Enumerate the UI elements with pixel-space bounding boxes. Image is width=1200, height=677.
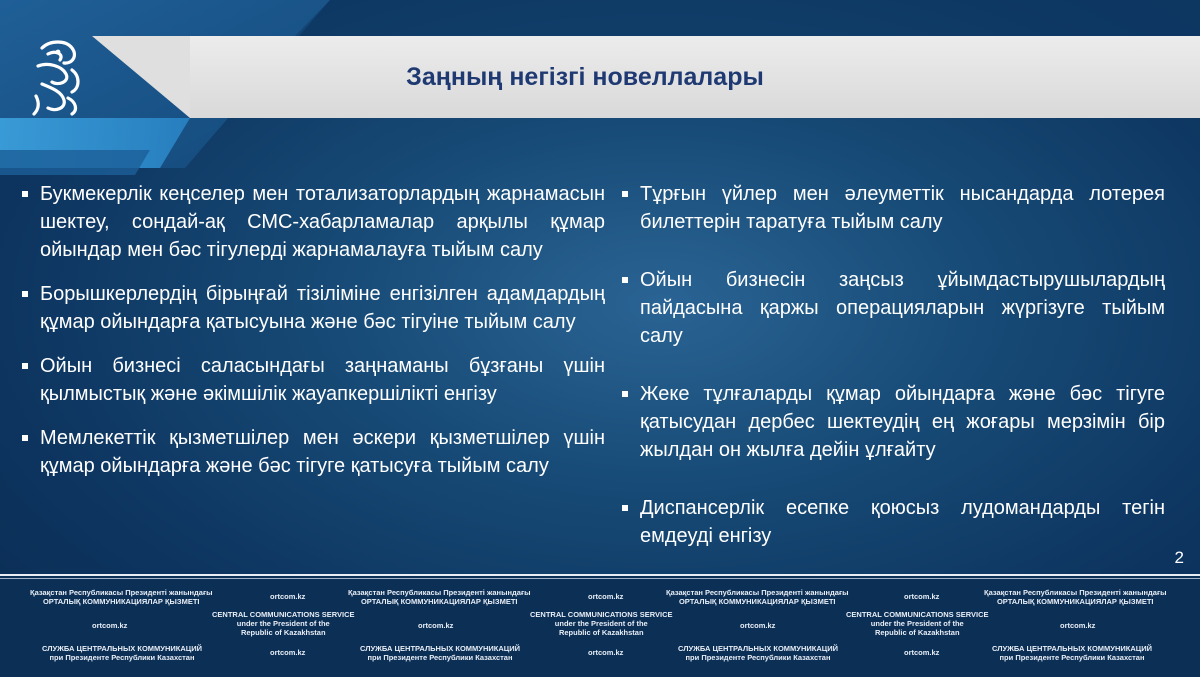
footer-site: ortcom.kz: [588, 592, 624, 601]
list-item: Ойын бизнесі саласындағы заңнаманы бұзғаны үшін қылмыстық және әкімшілік жауапкершілікті енгізу: [20, 352, 605, 408]
footer-ru-name: СЛУЖБА ЦЕНТРАЛЬНЫХ КОММУНИКАЦИЙ при Президенте Республики Казахстан: [992, 644, 1153, 662]
slide-title: Заңның негізгі новеллалары: [406, 62, 764, 91]
footer-site: ortcom.kz: [418, 621, 454, 630]
snow-leopard-emblem-icon: [28, 36, 86, 118]
footer-site: ortcom.kz: [904, 592, 940, 601]
footer-site: ortcom.kz: [92, 621, 128, 630]
footer-kz-name: Қазақстан Республикасы Президенті жанындағы ОРТАЛЫҚ КОММУНИКАЦИЯЛАР ҚЫЗМЕТІ: [30, 588, 213, 606]
footer-kz-name: Қазақстан Республикасы Президенті жанындағы ОРТАЛЫҚ КОММУНИКАЦИЯЛАР ҚЫЗМЕТІ: [666, 588, 849, 606]
footer-kz-name: Қазақстан Республикасы Президенті жанындағы ОРТАЛЫҚ КОММУНИКАЦИЯЛАР ҚЫЗМЕТІ: [348, 588, 531, 606]
footer-divider: [0, 578, 1200, 579]
list-item: Борышкерлердің бірыңғай тізіліміне енгізілген адамдардың құмар ойындарға қатысуына және бәс тігуіне тыйым салу: [20, 280, 605, 336]
footer-site: ortcom.kz: [270, 648, 306, 657]
footer-ru-name: СЛУЖБА ЦЕНТРАЛЬНЫХ КОММУНИКАЦИЙ при Президенте Республики Казахстан: [42, 644, 203, 662]
footer-ru-name: СЛУЖБА ЦЕНТРАЛЬНЫХ КОММУНИКАЦИЙ при Президенте Республики Казахстан: [360, 644, 521, 662]
list-item: Жеке тұлғаларды құмар ойындарға және бәс тігуге қатысудан дербес шектеудің ең жоғары мерзімін бір жылдан он жылға дейін ұлғайту: [620, 380, 1165, 464]
list-item: Диспансерлік есепке қоюсыз лудомандарды тегін емдеуді енгізу: [620, 494, 1165, 550]
footer-site: ortcom.kz: [1060, 621, 1096, 630]
footer-site: ortcom.kz: [588, 648, 624, 657]
footer-site: ortcom.kz: [270, 592, 306, 601]
page-number: 2: [1174, 548, 1184, 567]
footer-site: ortcom.kz: [904, 648, 940, 657]
footer-en-name: CENTRAL COMMUNICATIONS SERVICE under the President of the Republic of Kazakhstan: [212, 610, 355, 637]
footer-ru-name: СЛУЖБА ЦЕНТРАЛЬНЫХ КОММУНИКАЦИЙ при Президенте Республики Казахстан: [678, 644, 839, 662]
footer-en-name: CENTRAL COMMUNICATIONS SERVICE under the President of the Republic of Kazakhstan: [846, 610, 989, 637]
left-column: [20, 180, 605, 496]
list-item: Букмекерлік кеңселер мен тотализаторлардың жарнамасын шектеу, сондай-ақ СМС-хабарламалар арқылы құмар ойындар мен бәс тігулерді жарнамалауға тыйым салу: [20, 180, 605, 264]
footer-kz-name: Қазақстан Республикасы Президенті жанындағы ОРТАЛЫҚ КОММУНИКАЦИЯЛАР ҚЫЗМЕТІ: [984, 588, 1167, 606]
list-item: Мемлекеттік қызметшілер мен әскери қызметшілер үшін құмар ойындарға және бәс тігуге қатысуға тыйым салу: [20, 424, 605, 480]
footer-site: ortcom.kz: [740, 621, 776, 630]
footer-en-name: CENTRAL COMMUNICATIONS SERVICE under the President of the Republic of Kazakhstan: [530, 610, 673, 637]
list-item: Тұрғын үйлер мен әлеуметтік нысандарда лотерея билеттерін таратуға тыйым салу: [620, 180, 1165, 236]
right-column: [620, 180, 1165, 580]
list-item: Ойын бизнесін заңсыз ұйымдастырушылардың пайдасына қаржы операцияларын жүргізуге тыйым салу: [620, 266, 1165, 350]
title-bar-angle: [92, 36, 190, 118]
